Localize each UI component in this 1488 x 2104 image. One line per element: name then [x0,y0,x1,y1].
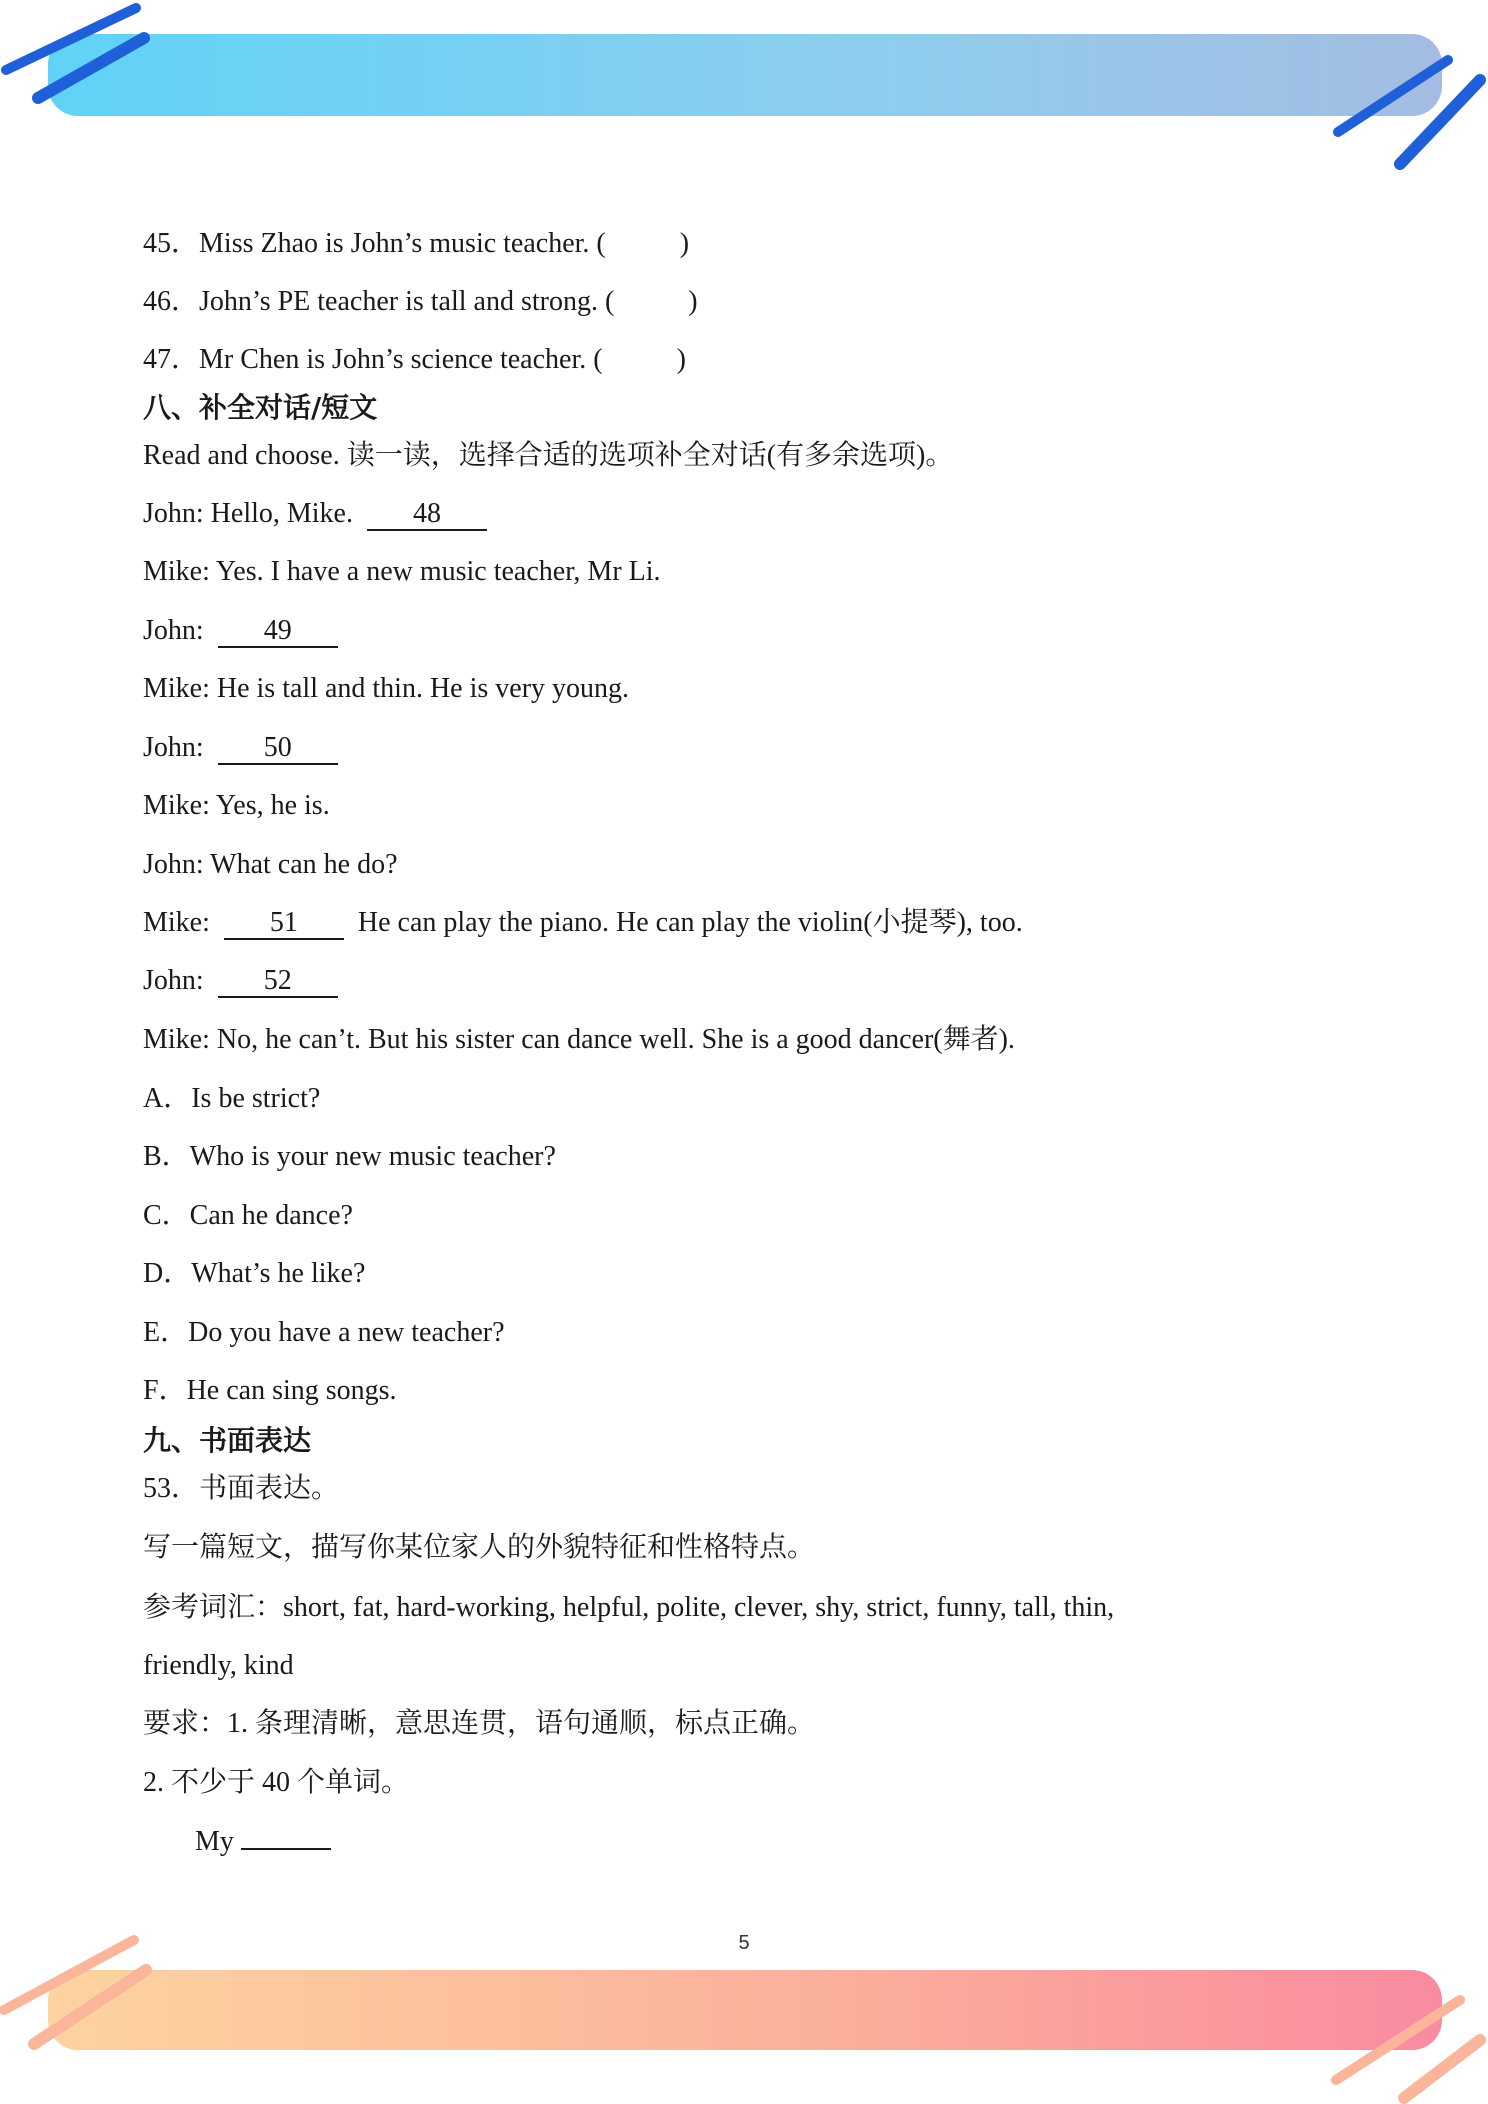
option-e: E．Do you have a new teacher? [143,1317,505,1348]
vocab-line-2: friendly, kind [143,1650,294,1681]
option-a: A．Is be strict? [143,1083,321,1114]
question-45: 45．Miss Zhao is John’s music teacher. ( ) [143,228,690,259]
dialogue-line-2: Mike: Yes. I have a new music teacher, Mr Li. [143,556,661,587]
dialogue-line-3: John: 49 [143,613,338,649]
section-8-heading: 八、补全对话/短文 [143,391,378,424]
writing-starter: My [195,1824,331,1860]
starter-blank [241,1848,331,1850]
blank-50: 50 [218,733,338,765]
dialogue-line-10: Mike: No, he can’t. But his sister can dance well. She is a good dancer(舞者). [143,1024,1015,1055]
dialogue-line-7: John: What can he do? [143,849,398,880]
dialogue-line-6: Mike: Yes, he is. [143,790,330,821]
question-47: 47．Mr Chen is John’s science teacher. ( ) [143,344,686,375]
section-9-heading: 九、书面表达 [143,1424,312,1457]
dialogue-line-1: John: Hello, Mike. 48 [143,496,487,532]
requirement-2: 2. 不少于 40 个单词。 [143,1767,410,1798]
requirement-1: 要求：1. 条理清晰，意思连贯，语句通顺，标点正确。 [143,1708,816,1739]
dialogue-line-8: Mike: 51 He can play the piano. He can play the violin(小提琴), too. [143,907,1023,938]
option-d: D．What’s he like? [143,1258,366,1289]
option-c: C．Can he dance? [143,1200,353,1231]
writing-task: 写一篇短文，描写你某位家人的外貌特征和性格特点。 [143,1532,816,1563]
page-number: 5 [738,1932,750,1954]
dialogue-line-9: John: 52 [143,963,338,999]
vocab-line-1: 参考词汇：short, fat, hard-working, helpful, polite, clever, shy, strict, funny, tall, thin, [143,1592,1115,1623]
question-46: 46．John’s PE teacher is tall and strong. ( ) [143,286,698,317]
dialogue-line-4: Mike: He is tall and thin. He is very young. [143,673,630,704]
question-53: 53．书面表达。 [143,1473,340,1504]
option-b: B．Who is your new music teacher? [143,1141,556,1172]
blank-51: 51 [224,908,344,940]
blank-49: 49 [218,616,338,648]
section-8-instruction: Read and choose. 读一读，选择合适的选项补全对话(有多余选项)。 [143,440,954,471]
blank-48: 48 [367,499,487,531]
blank-52: 52 [218,966,338,998]
dialogue-line-5: John: 50 [143,730,338,766]
option-f: F．He can sing songs. [143,1375,397,1406]
